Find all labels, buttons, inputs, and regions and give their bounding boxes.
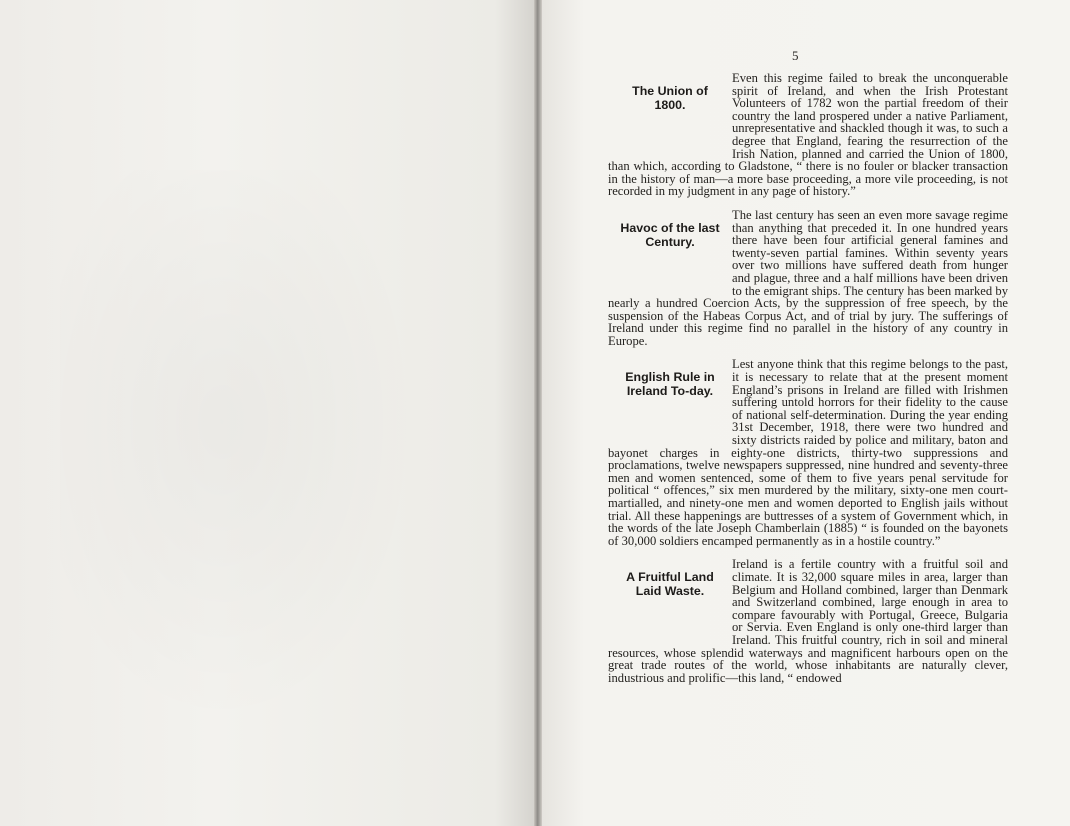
- side-heading: The Union of 1800.: [632, 84, 708, 112]
- paragraph-text: The last century has seen an even more savage regime than anything that preceded it. In one hundred years there have been four artificial general famines and twenty-seven partial famines. Within seventy years over two millions have suffered death from hunger and plague, three and a half millions have been driven to the emigrant ships. The century has been marked by nearly a hundred Coercion Acts, by the suppression of free speech, by the suspension of the Habeas Corpus Act, and of trial by jury. The sufferings of Ireland under this regime find no parallel in the history of any country in Europe.: [608, 207, 1008, 348]
- side-heading: Havoc of the last Century.: [620, 220, 720, 249]
- page-number: 5: [792, 48, 799, 63]
- body-text: [608, 72, 1008, 695]
- paragraph-fruitful-land: [608, 558, 1008, 684]
- show-through-ghost: [60, 170, 420, 730]
- paragraph-text: Lest anyone think that this regime belongs to the past, it is necessary to relate that at the present moment England’s prisons in Ireland are filled with Irishmen suffering untold horrors for their fidelity to the cause of national self-determination. During the year ending 31st December, 1918, there were two hundred and sixty districts raided by police and military, baton and bayonet charges in eighty-one districts, thirty-two suppressions and proclamations, twelve newspapers suppressed, nine hundred and seventy-three men and women sentenced, some of them to five years penal servitude for political “ offences,” six men murdered by the military, sixty-one men court-martialled, and ninety-one men and women deported to English jails without trial. All these happenings are buttresses of a system of Government which, in the words of the late Joseph Chamberlain (1885) “ is founded on the bayonets of 30,000 soldiers encamped permanently as in a hostile country.”: [608, 357, 1008, 548]
- paragraph-english-rule-today: [608, 358, 1008, 547]
- paragraph-union-of-1800: [608, 72, 1008, 198]
- book-gutter: [534, 0, 542, 826]
- side-heading: English Rule in Ireland To-day.: [625, 370, 715, 399]
- paragraph-havoc-last-century: [608, 209, 1008, 348]
- paragraph-text: Ireland is a fertile country with a fruitful soil and climate. It is 32,000 square miles in area, larger than Belgium and Holland combined, larger than Denmark and Switzerland combined, large enough in area to compare favourably with Portugal, Greece, Bulgaria or Servia. Even England is only one-third larger than Ireland. This fruitful country, rich in soil and mineral resources, whose splendid waterways and magnificent harbours open on the great trade routes of the world, whose inhabitants are naturally clever, industrious and prolific—this land, “ endowed: [608, 557, 1008, 685]
- paragraph-text: Even this regime failed to break the unconquerable spirit of Ireland, and when the Irish Protestant Volunteers of 1782 won the partial freedom of their country the land prospered under a native Parliament, unrepresentative and shackled though it was, to such a degree that England, fearing the resurrection of the Irish Nation, planned and carried the Union of 1800, than which, according to Gladstone, “ there is no fouler or blacker transaction in the history of man—a more base proceeding, a more vile proceeding, is not recorded in my judgment in any page of history.”: [608, 71, 1008, 199]
- side-heading: A Fruitful Land Laid Waste.: [626, 570, 714, 599]
